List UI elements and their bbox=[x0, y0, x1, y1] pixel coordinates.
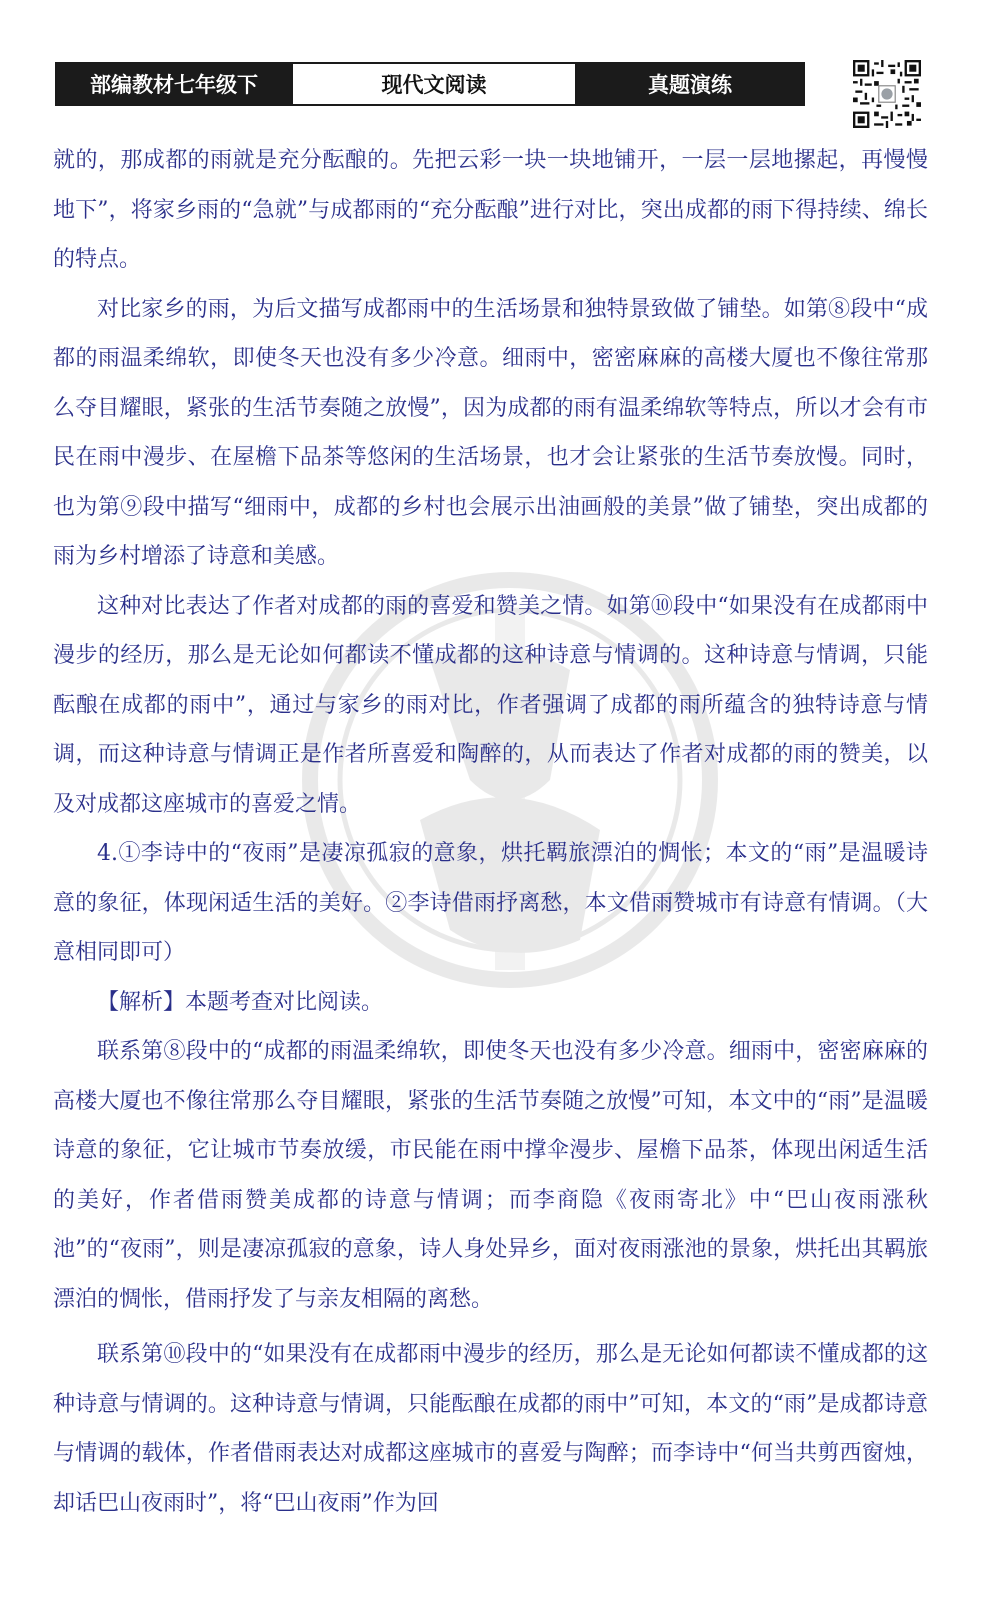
header-section-label: 现代文阅读 bbox=[291, 64, 577, 104]
paragraph: 就的，那成都的雨就是充分酝酿的。先把云彩一块一块地铺开，一层一层地摞起，再慢慢地下”，将家乡雨的“急就”与成都雨的“充分酝酿”进行对比，突出成都的雨下得持续、绵长的特点。 bbox=[53, 148, 928, 272]
paragraph: 对比家乡的雨，为后文描写成都雨中的生活场景和独特景致做了铺垫。如第⑧段中“成都的雨温柔绵软，即使冬天也没有多少冷意。细雨中，密密麻麻的高楼大厦也不像往常那么夺目耀眼，紧张的生活节奏随之放慢”，因为成都的雨有温柔绵软等特点，所以才会有市民在雨中漫步、在屋檐下品茶等悠闲的生活场景，也才会让紧张的生活节奏放慢。同时，也为第⑨段中描写“细雨中，成都的乡村也会展示出油画般的美景”做了铺垫，突出成都的雨为乡村增添了诗意和美感。 bbox=[53, 296, 929, 569]
header-grade-label: 部编教材七年级下 bbox=[57, 64, 291, 104]
header-bar bbox=[55, 62, 805, 106]
header-practice-label: 真题演练 bbox=[577, 64, 803, 104]
answer-paragraph: 4.①李诗中的“夜雨”是凄凉孤寂的意象，烘托羁旅漂泊的惆怅；本文的“雨”是温暖诗意的象征，体现闲适生活的美好。②李诗借雨抒离愁，本文借雨赞城市有诗意有情调。（大意相同即可） bbox=[53, 841, 928, 965]
qr-code-icon[interactable] bbox=[853, 60, 921, 128]
paragraph: 联系第⑩段中的“如果没有在成都雨中漫步的经历，那么是无论如何都读不懂成都的这种诗意与情调的。这种诗意与情调，只能酝酿在成都的雨中”可知，本文的“雨”是成都诗意与情调的载体，作者借雨表达对成都这座城市的喜爱与陶醉；而李诗中“何当共剪西窗烛，却话巴山夜雨时”，将“巴山夜雨”作为回 bbox=[53, 1342, 928, 1516]
paragraph: 联系第⑧段中的“成都的雨温柔绵软，即使冬天也没有多少冷意。细雨中，密密麻麻的高楼大厦也不像往常那么夺目耀眼，紧张的生活节奏随之放慢”可知，本文中的“雨”是温暖诗意的象征，它让城市节奏放缓，市民能在雨中撑伞漫步、屋檐下品茶，体现出闲适生活的美好，作者借雨赞美成都的诗意与情调；而李商隐《夜雨寄北》中“巴山夜雨涨秋池”的“夜雨”，则是凄凉孤寂的意象，诗人身处异乡，面对夜雨涨池的景象，烘托出其羁旅漂泊的惆怅，借雨抒发了与亲友相隔的离愁。 bbox=[53, 1039, 928, 1312]
analysis-heading: 【解析】本题考查对比阅读。 bbox=[97, 989, 384, 1015]
article-body bbox=[53, 136, 928, 1528]
paragraph: 这种对比表达了作者对成都的雨的喜爱和赞美之情。如第⑩段中“如果没有在成都雨中漫步的经历，那么是无论如何都读不懂成都的这种诗意与情调的。这种诗意与情调，只能酝酿在成都的雨中”，通过与家乡的雨对比，作者强调了成都的雨所蕴含的独特诗意与情调，而这种诗意与情调正是作者所喜爱和陶醉的，从而表达了作者对成都的雨的赞美，以及对成都这座城市的喜爱之情。 bbox=[53, 593, 928, 817]
